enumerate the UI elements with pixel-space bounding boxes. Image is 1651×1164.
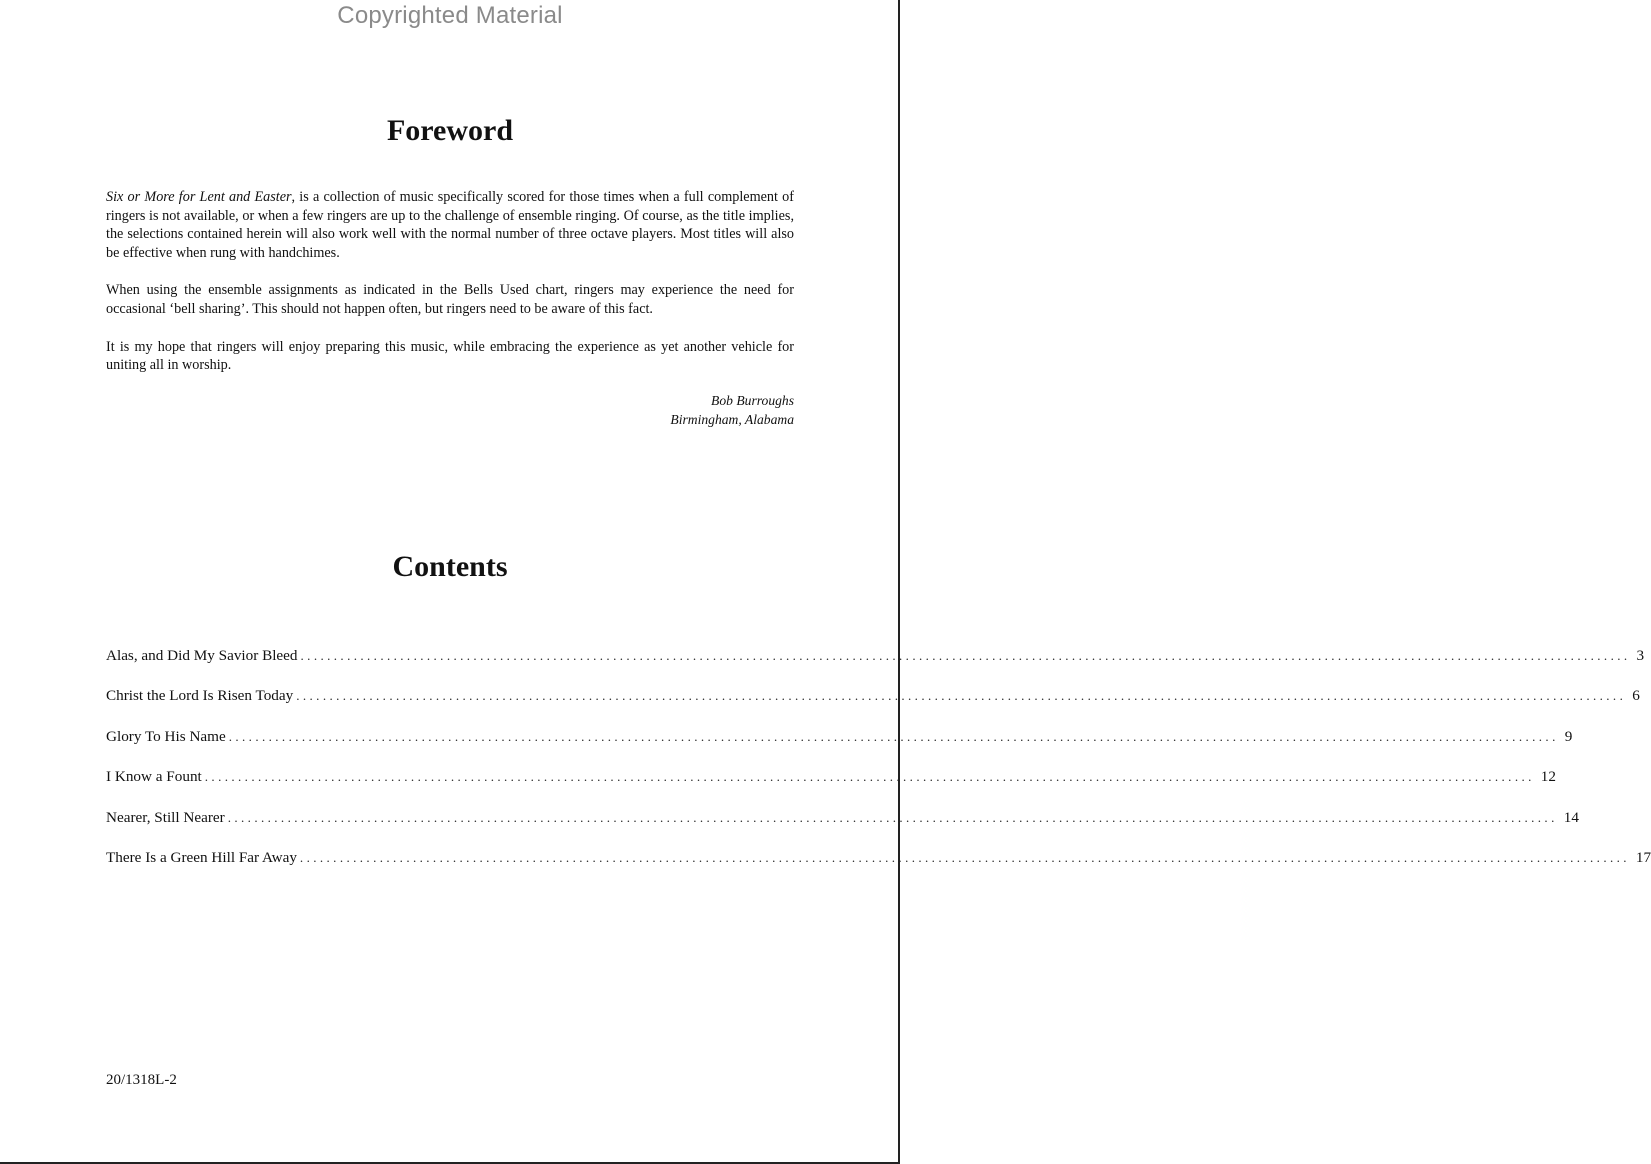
contents-title: Contents — [392, 550, 508, 583]
foreword-body — [106, 188, 794, 375]
toc-entry-title: Glory To His Name — [106, 727, 226, 745]
toc-entry — [106, 848, 1651, 889]
toc-entry — [106, 647, 1645, 687]
book-title: Six or More for Lent and Easter — [106, 189, 292, 205]
toc-entry — [106, 687, 1640, 727]
toc-entry-page: 17 — [1635, 848, 1651, 866]
dot-leader: ........................................................................................................................................................................................................ — [296, 688, 1627, 704]
dot-leader: ........................................................................................................................................................................................................ — [227, 809, 1558, 825]
foreword-paragraph-1 — [106, 188, 794, 262]
toc-entry-page: 14 — [1563, 808, 1579, 826]
toc-entry-title: Christ the Lord Is Risen Today — [106, 687, 294, 705]
signature — [670, 391, 794, 429]
toc-entry-title: I Know a Fount — [106, 768, 202, 786]
dot-leader: ........................................................................................................................................................................................................ — [300, 648, 1631, 663]
foreword-paragraph-3: It is my hope that ringers will enjoy preparing this music, while embracing the experience as yet another vehicle for uniting all in worship. — [106, 338, 794, 374]
catalog-number: 20/1318L-2 — [106, 1072, 177, 1088]
author-name: Bob Burroughs — [711, 393, 794, 408]
toc-entry-page: 6 — [1632, 687, 1640, 705]
toc-entry — [106, 768, 1556, 808]
toc-entry-title: There Is a Green Hill Far Away — [106, 848, 297, 866]
author-location: Birmingham, Alabama — [670, 412, 794, 427]
foreword-paragraph-1-text: , is a collection of music specifically scored for those times when a full complement of ringers is not available, or when a few ringers are up to the challenge of ensemble ringing. Of course, as the title implies, the selections contained herein will also work well with the normal number of three octave players. Most titles will also be effective when rung with handchimes. — [106, 189, 794, 261]
toc-entry-page: 9 — [1564, 727, 1573, 745]
foreword-title: Foreword — [386, 114, 514, 147]
toc-entry — [106, 727, 1573, 768]
watermark: Copyrighted Material — [337, 2, 563, 29]
foreword-paragraph-2: When using the ensemble assignments as indicated in the Bells Used chart, ringers may experience the need for occasional ‘bell sharing’. This should not happen often, but ringers need to be aware of this fact. — [106, 282, 794, 317]
toc-entry-title: Nearer, Still Nearer — [106, 808, 225, 826]
toc-entry-title: Alas, and Did My Savior Bleed — [106, 647, 298, 664]
dot-leader: ........................................................................................................................................................................................................ — [228, 728, 1559, 744]
toc-entry-page: 12 — [1540, 768, 1556, 786]
table-of-contents — [106, 647, 1651, 889]
dot-leader: ........................................................................................................................................................................................................ — [299, 849, 1630, 865]
dot-leader: ........................................................................................................................................................................................................ — [204, 769, 1535, 785]
toc-entry-page: 3 — [1636, 647, 1645, 664]
toc-entry — [106, 808, 1579, 849]
